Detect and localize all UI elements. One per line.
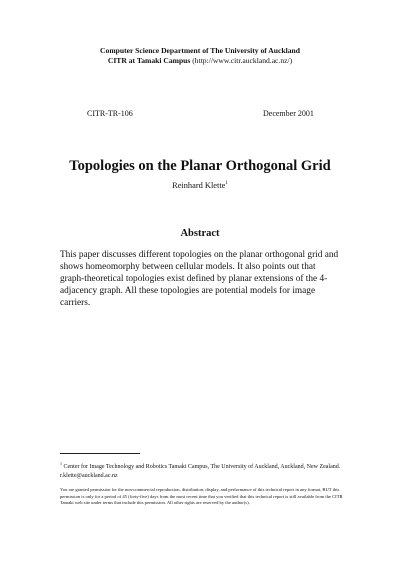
campus-name: CITR at Tamaki Campus [107,56,191,65]
department-line: Computer Science Department of The University of Auckland [100,46,300,55]
report-number: CITR-TR-106 [87,109,133,118]
author-line [0,181,400,190]
abstract-body: This paper discusses different topologies on the planar orthogonal grid and shows homeomorphy between cellular models. It also points out that graph-theoretical topologies exist defined by planar extensions of the 4-adjacency graph. All these topologies are potential models for image carriers. [60,250,339,308]
footnote-divider [60,453,140,454]
campus-url: (http://www.citr.auckland.ac.nz/) [190,56,293,65]
author-name: Reinhard Klette [172,181,226,190]
footnote [60,460,350,480]
footnote-mark: 1 [60,461,62,466]
abstract-heading: Abstract [180,228,220,239]
institution-header [0,46,400,66]
paper-title: Topologies on the Planar Orthogonal Grid [69,158,331,174]
author-footnote-mark: 1 [225,181,228,187]
report-date: December 2001 [263,109,314,118]
footnote-text: Center for Image Technology and Robotics Tamaki Campus, The University of Auckland, Auckland, New Zealand. r.klette@auckland.ac.nz [60,464,341,479]
permission-notice: You are granted permission for the non-commercial reproduction, distribution, display, and performance of this technical report in any format, BUT this permission is only for a period of 45 (forty-five) days from the most recent time that you verified that this technical report is still available from the CITR Tamaki web site under terms that include this permission. All other rights are reserved by the author(s). [60,487,343,506]
campus-line [0,56,400,66]
